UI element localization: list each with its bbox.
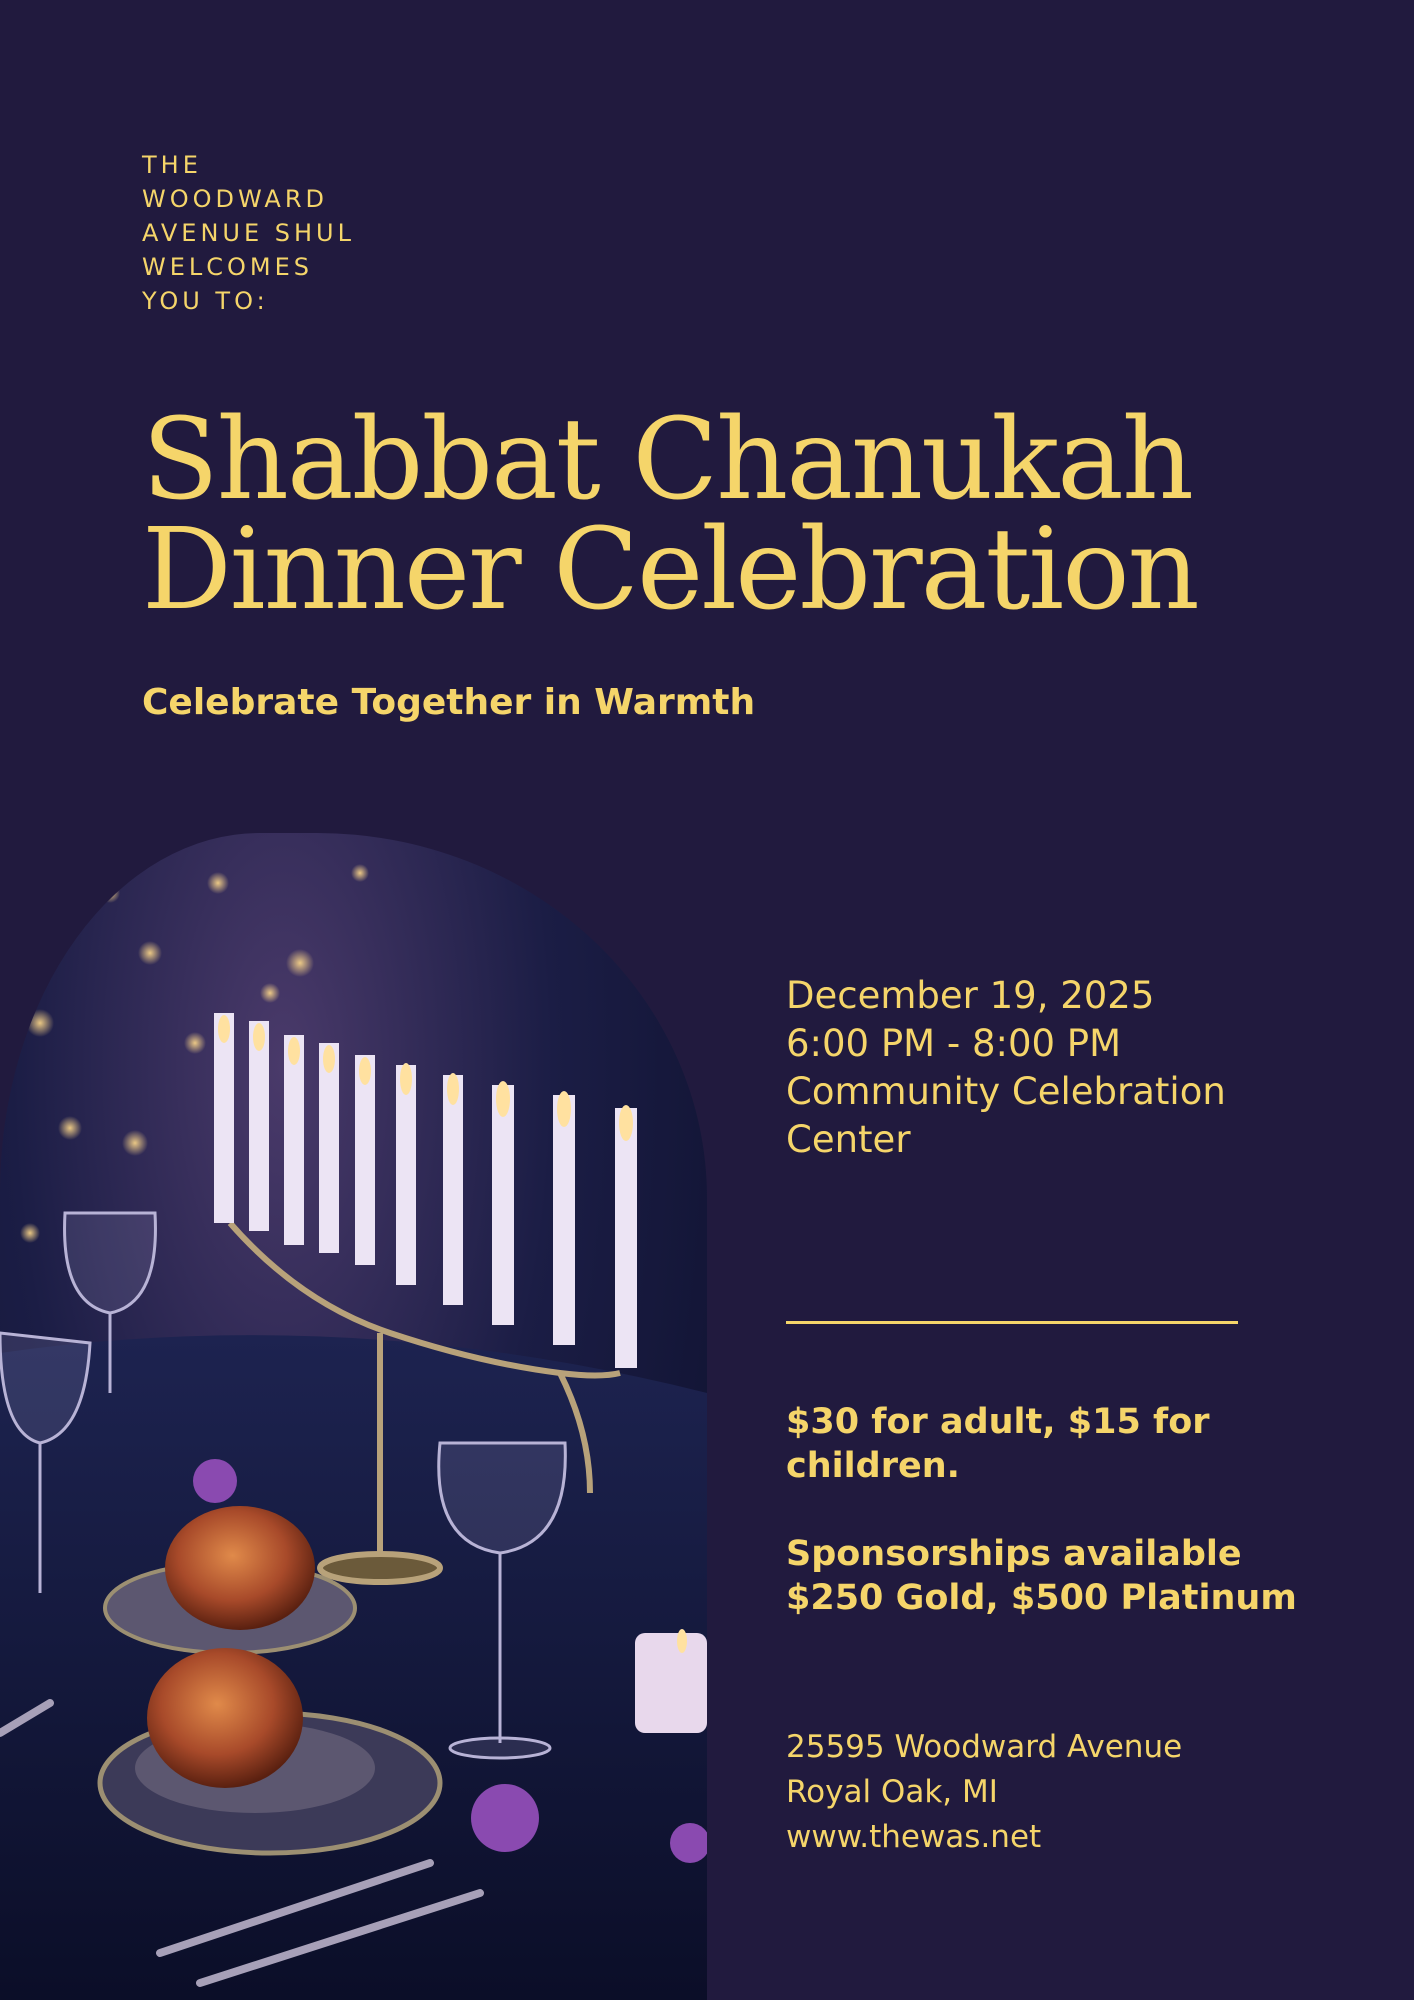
divider	[786, 1321, 1238, 1324]
event-venue-line-2: Center	[786, 1118, 911, 1161]
pillar-candle	[635, 1629, 707, 1733]
candles	[214, 1013, 637, 1368]
sponsor-line-1: Sponsorships available	[786, 1534, 1242, 1574]
menorah-illustration	[0, 833, 707, 2000]
page-title	[142, 395, 1342, 635]
price-line-1: $30 for adult, $15 for	[786, 1402, 1210, 1442]
sponsor-line-2: $250 Gold, $500 Platinum	[786, 1578, 1297, 1618]
tablecloth	[0, 1335, 707, 2000]
intro-line: WELCOMES	[142, 253, 314, 281]
intro-line: THE	[142, 151, 202, 179]
bokeh-lights	[20, 864, 369, 1243]
event-date: December 19, 2025	[786, 974, 1155, 1017]
menorah-table-photo	[0, 833, 707, 2000]
intro-line: WOODWARD	[142, 185, 328, 213]
intro-line: YOU TO:	[142, 287, 269, 315]
pricing-info	[786, 1400, 1346, 1620]
event-details	[786, 972, 1306, 1164]
intro-line: AVENUE SHUL	[142, 219, 355, 247]
intro-text	[142, 148, 482, 318]
address-city: Royal Oak, MI	[786, 1774, 998, 1810]
price-line-2: children.	[786, 1446, 960, 1486]
event-time: 6:00 PM - 8:00 PM	[786, 1022, 1122, 1065]
title-line-2: Dinner Celebration	[142, 505, 1198, 635]
event-venue-line-1: Community Celebration	[786, 1070, 1226, 1113]
address-street: 25595 Woodward Avenue	[786, 1729, 1183, 1765]
website-link[interactable]: www.thewas.net	[786, 1819, 1042, 1855]
address-block	[786, 1725, 1306, 1860]
title-line-1: Shabbat Chanukah	[142, 395, 1193, 525]
subtitle: Celebrate Together in Warmth	[142, 682, 756, 723]
